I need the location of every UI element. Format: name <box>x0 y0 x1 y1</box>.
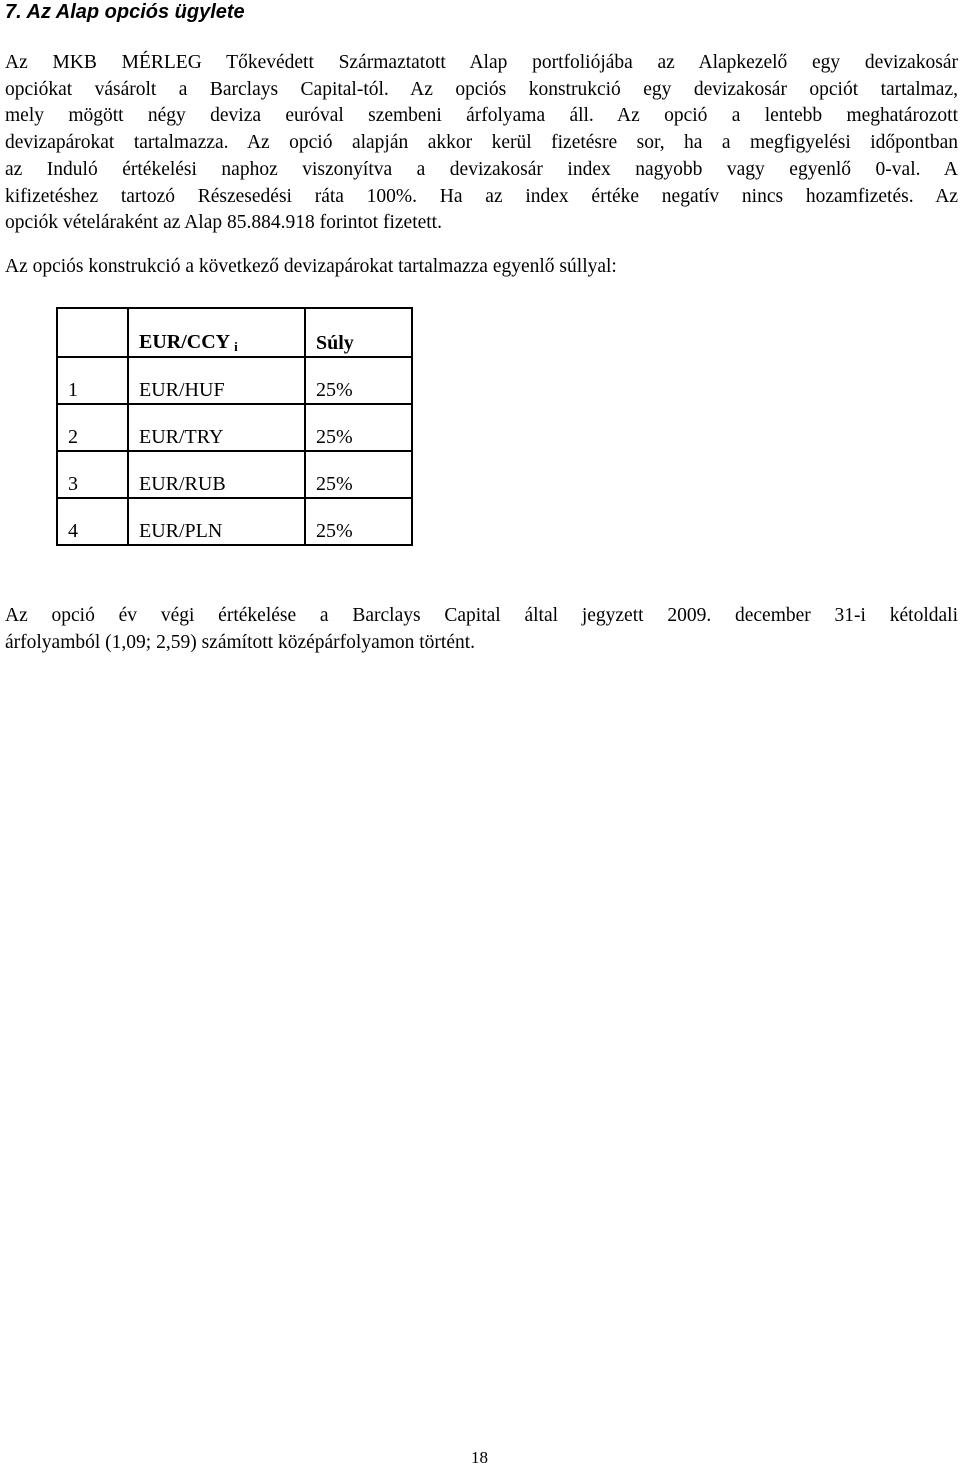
paragraph-year-end-valuation <box>5 603 958 656</box>
row-index-cell: 1 <box>57 357 128 404</box>
table-row <box>57 357 412 404</box>
row-weight-cell: 25% <box>305 451 412 498</box>
paragraph-line: Az opció év végi értékelése a Barclays Capital által jegyzett 2009. december 31-i kétoldali <box>5 605 958 626</box>
paragraph-line: az Induló értékelési naphoz viszonyítva a devizakosár index nagyobb vagy egyenlő 0-val. A <box>5 158 958 180</box>
paragraph-line: árfolyamból (1,09; 2,59) számított középárfolyamon történt. <box>5 631 476 653</box>
header-pair-label: EUR/CCY <box>139 331 231 353</box>
row-pair-cell: EUR/RUB <box>128 451 305 498</box>
row-pair-cell: EUR/TRY <box>128 404 305 451</box>
paragraph-line: opciókat vásárolt a Barclays Capital-tól. Az opciós konstrukció egy devizakosár opciót tartalmaz, <box>5 78 958 100</box>
header-weight-cell: Súly <box>305 308 412 357</box>
row-pair-cell: EUR/PLN <box>128 498 305 545</box>
table-header-row <box>57 308 412 357</box>
table-row <box>57 498 412 545</box>
header-pair-cell <box>128 308 305 357</box>
paragraph-table-intro: Az opciós konstrukció a következő devizapárokat tartalmazza egyenlő súllyal: <box>5 256 617 277</box>
row-pair-cell: EUR/HUF <box>128 357 305 404</box>
table-row <box>57 404 412 451</box>
header-pair-subscript: i <box>234 339 238 354</box>
paragraph-line: Az MKB MÉRLEG Tőkevédett Származtatott Alap portfoliójába az Alapkezelő egy devizakosár <box>5 52 958 73</box>
paragraph-option-description <box>5 50 958 237</box>
header-index-cell <box>57 308 128 357</box>
paragraph-line: devizapárokat tartalmazza. Az opció alapján akkor kerül fizetésre sor, ha a megfigyelési időpontban <box>5 132 958 154</box>
row-index-cell: 4 <box>57 498 128 545</box>
currency-pairs-table <box>56 307 413 546</box>
paragraph-line: kifizetéshez tartozó Részesedési ráta 100%. Ha az index értéke negatív nincs hozamfizetés. Az <box>5 185 958 207</box>
row-index-cell: 2 <box>57 404 128 451</box>
row-weight-cell: 25% <box>305 404 412 451</box>
page-number: 18 <box>471 1448 488 1467</box>
row-index-cell: 3 <box>57 451 128 498</box>
table-row <box>57 451 412 498</box>
row-weight-cell: 25% <box>305 357 412 404</box>
paragraph-line: opciók vételáraként az Alap 85.884.918 forintot fizetett. <box>5 212 442 234</box>
section-heading: 7. Az Alap opciós ügylete <box>5 1 245 23</box>
paragraph-line: mely mögött négy deviza euróval szembeni árfolyama áll. Az opció a lentebb meghatározott <box>5 105 958 127</box>
row-weight-cell: 25% <box>305 498 412 545</box>
